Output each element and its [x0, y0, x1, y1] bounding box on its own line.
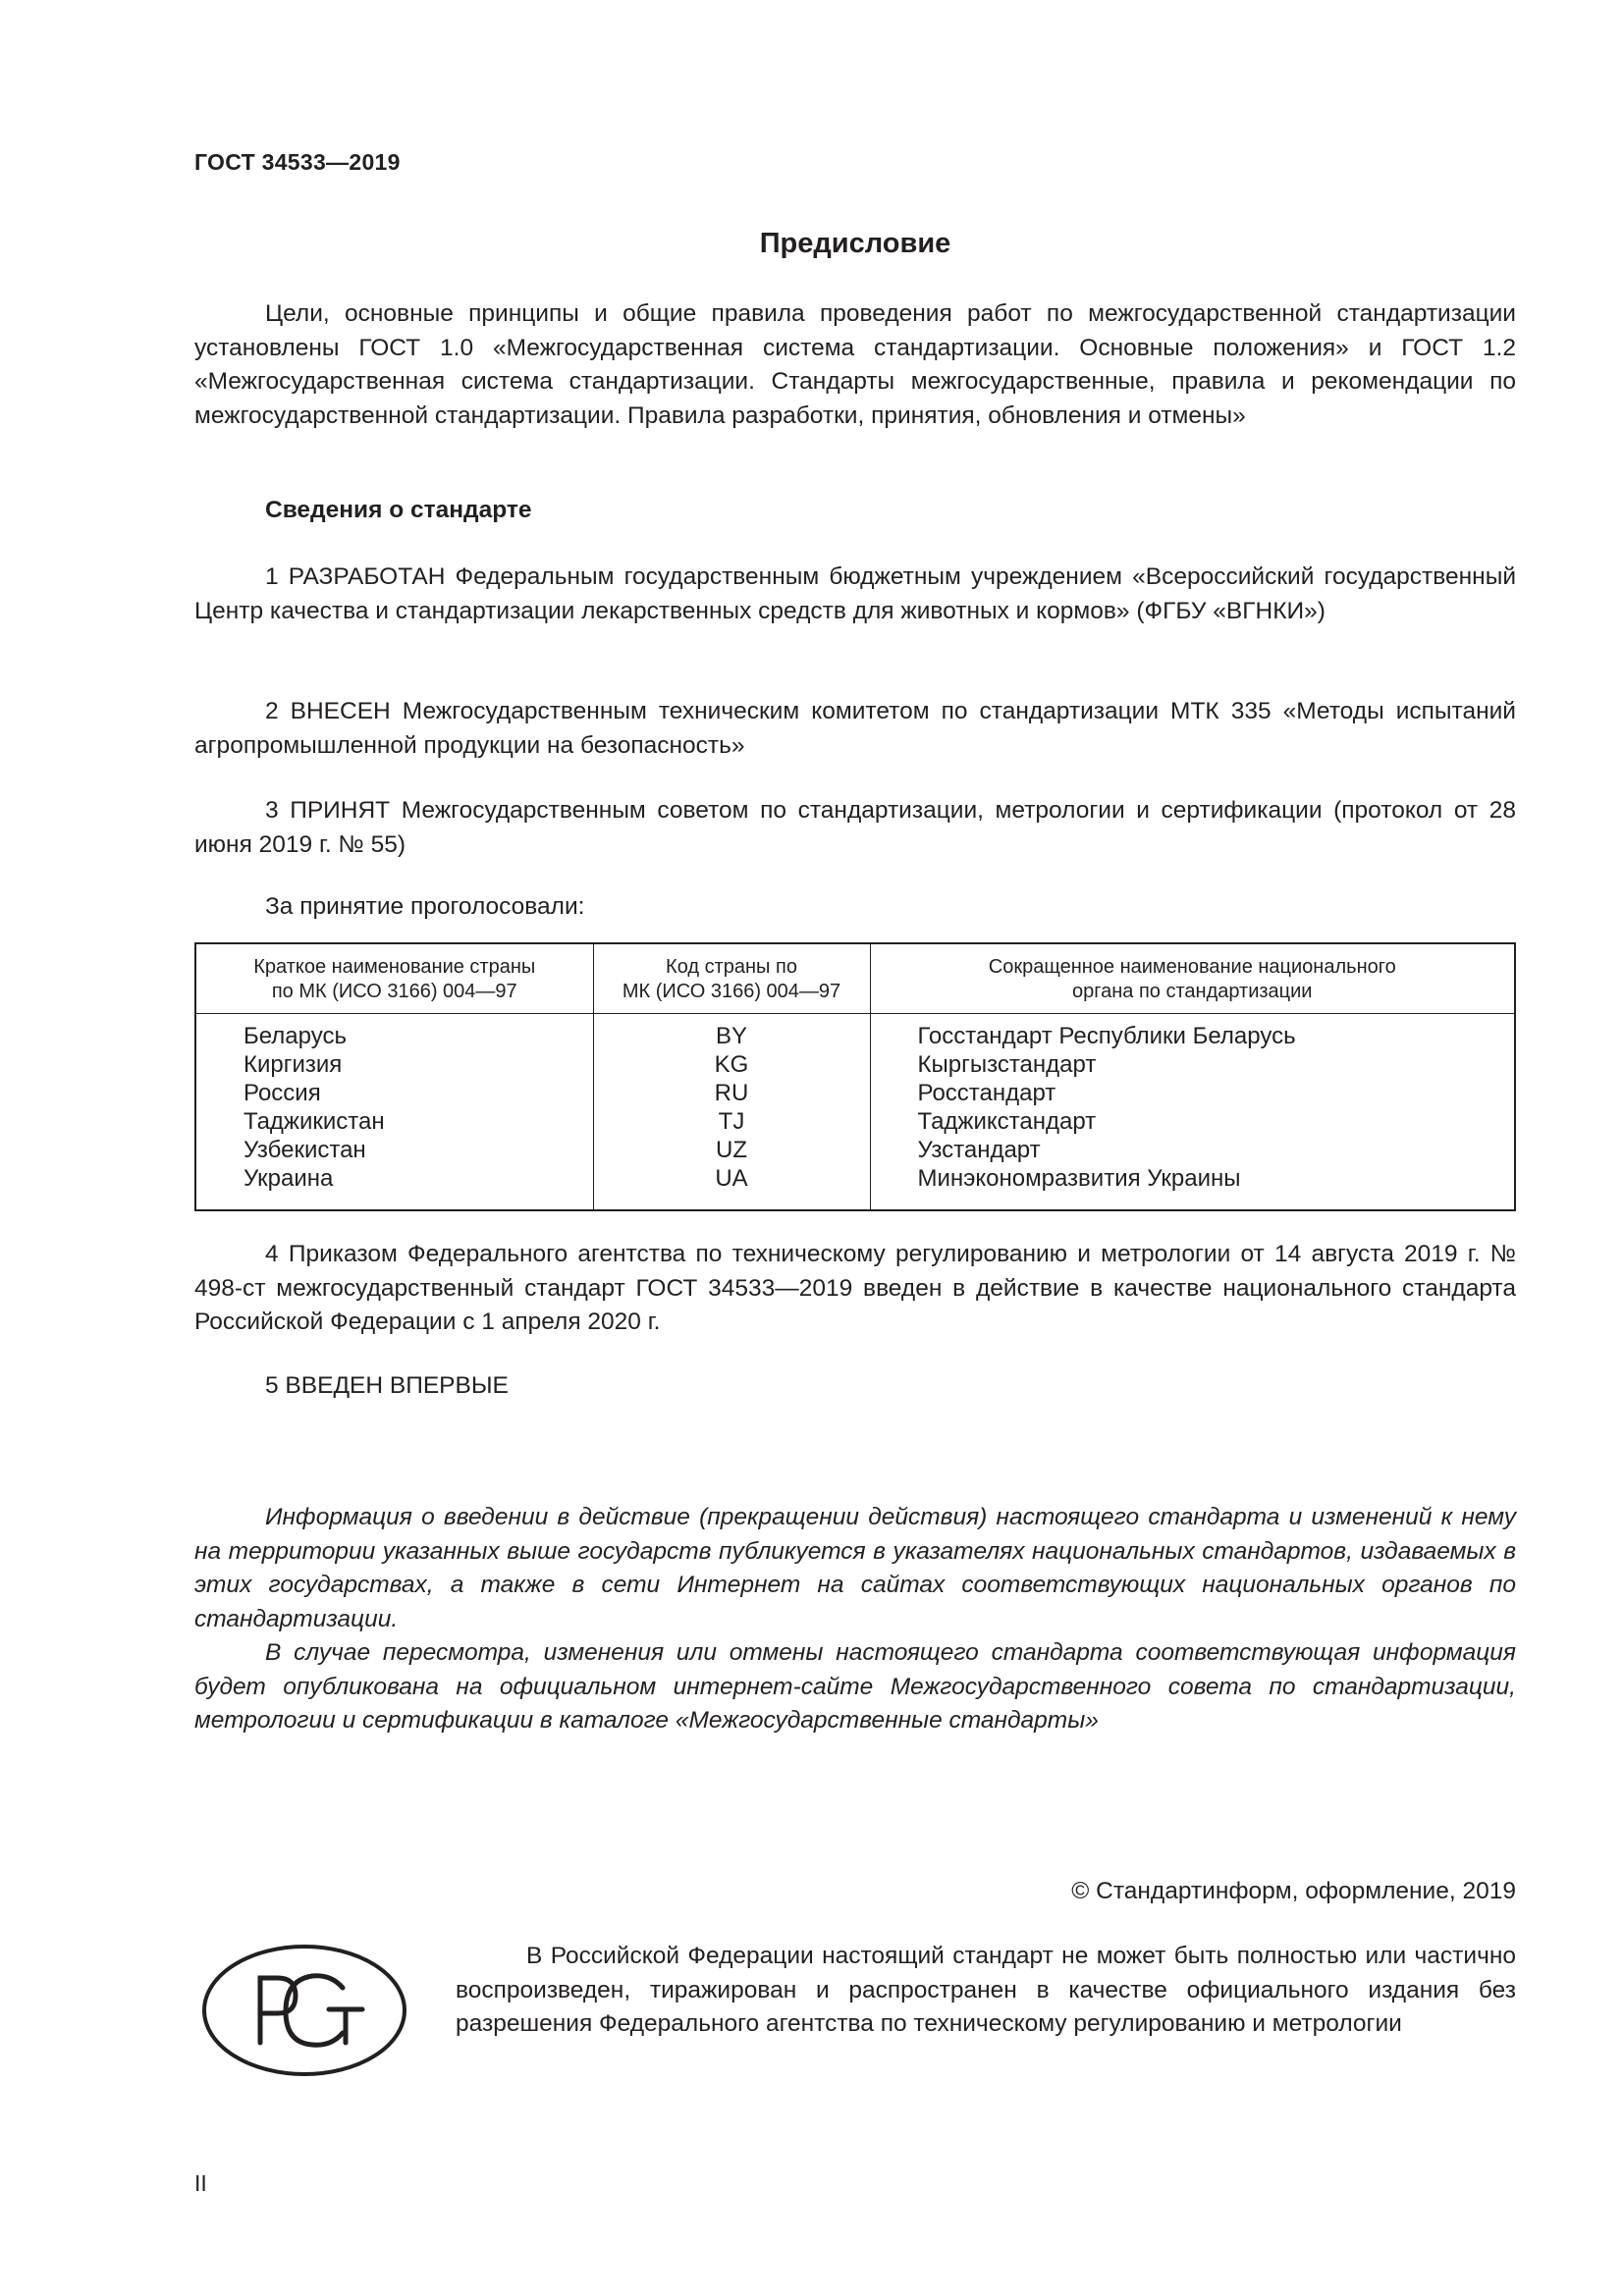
item-4-paragraph: [194, 1238, 1516, 1340]
item-3-paragraph: [194, 794, 1516, 862]
column-header-code: [593, 943, 870, 1014]
country-column: [195, 1014, 593, 1211]
organ-cell: Госстандарт Республики Беларусь: [917, 1023, 1296, 1049]
country-cell: Россия: [244, 1080, 321, 1106]
item-1-text: 1 РАЗРАБОТАН Федеральным государственным бюджетным учреждением «Всероссийский государственный Центр качества и стандартизации лекарственных средств для животных и кормов» (ФГБУ «ВГНКИ»): [194, 563, 1516, 624]
organ-cell: Росстандарт: [917, 1080, 1056, 1106]
standard-info-heading: Сведения о стандарте: [265, 497, 532, 523]
organ-cell: Таджикстандарт: [917, 1108, 1097, 1135]
voted-label: За принятие проголосовали:: [265, 893, 585, 920]
page-number: II: [194, 2170, 207, 2196]
item-3-text: 3 ПРИНЯТ Межгосударственным советом по стандартизации, метрологии и сертификации (протокол от 28 июня 2019 г. № 55): [194, 797, 1516, 858]
item-5-text: 5 ВВЕДЕН ВПЕРВЫЕ: [265, 1372, 509, 1399]
preface-intro-paragraph: [194, 297, 1516, 433]
organ-cell: Кыргызстандарт: [917, 1051, 1097, 1078]
document-code: ГОСТ 34533—2019: [194, 149, 401, 175]
code-column: [593, 1014, 870, 1211]
code-cell: BY: [715, 1023, 747, 1049]
column-header-country: [195, 943, 593, 1014]
country-cell: Узбекистан: [244, 1137, 366, 1163]
header-line: органа по стандартизации: [1072, 981, 1313, 1002]
votes-table: [194, 942, 1516, 1211]
votes-table-header-row: [195, 943, 1515, 1014]
preface-title: Предисловие: [759, 228, 951, 259]
code-cell: UA: [715, 1165, 748, 1192]
item-4-text: 4 Приказом Федерального агентства по техническому регулированию и метрологии от 14 августа 2019 г. № 498-ст межгосударственный стандарт ГОСТ 34533—2019 введен в действие в качестве национального стандарта Российской Федерации с 1 апреля 2020 г.: [194, 1241, 1516, 1335]
country-cell: Таджикистан: [244, 1108, 385, 1135]
notice-paragraph-1: Информация о введении в действие (прекращении действия) настоящего стандарта и изменений к нему на территории указанных выше государств публикуется в указателях национальных стандартов, издаваемых в этих государствах, а также в сети Интернет на сайтах соответствующих национальных органов по стандартизации.: [194, 1504, 1516, 1632]
preface-intro-text: Цели, основные принципы и общие правила проведения работ по межгосударственной стандартизации установлены ГОСТ 1.0 «Межгосударственная система стандартизации. Основные положения» и ГОСТ 1.2 «Межгосударственная система стандартизации. Стандарты межгосударственные, правила и рекомендации по межгосударственной стандартизации. Правила разработки, принятия, обновления и отмены»: [194, 300, 1516, 429]
item-2-text: 2 ВНЕСЕН Межгосударственным техническим комитетом по стандартизации МТК 335 «Методы испытаний агропромышленной продукции на безопасность»: [194, 698, 1516, 759]
organ-cell: Минэкономразвития Украины: [917, 1165, 1241, 1192]
notice-block: [194, 1501, 1516, 1738]
code-cell: TJ: [718, 1108, 745, 1135]
header-line: Сокращенное наименование национального: [988, 956, 1396, 978]
code-cell: KG: [714, 1051, 749, 1078]
header-line: по МК (ИСО 3166) 004—97: [271, 981, 517, 1002]
column-header-organ: [870, 943, 1515, 1014]
header-line: МК (ИСО 3166) 004—97: [622, 981, 841, 1002]
organ-cell: Узстандарт: [917, 1137, 1041, 1163]
country-cell: Беларусь: [244, 1023, 347, 1049]
code-cell: RU: [714, 1080, 749, 1106]
rights-notice: В Российской Федерации настоящий стандарт не может быть полностью или частично воспроизведен, тиражирован и распространен в качестве официального издания без разрешения Федерального агентства по техническому регулированию и метрологии: [456, 1943, 1516, 2037]
item-2-paragraph: [194, 695, 1516, 763]
code-cell: UZ: [716, 1137, 747, 1163]
notice-paragraph-2: В случае пересмотра, изменения или отмены настоящего стандарта соответствующая информация будет опубликована на официальном интернет-сайте Межгосударственного совета по стандартизации, метрологии и сертификации в каталоге «Межгосударственные стандарты»: [194, 1639, 1516, 1734]
header-line: Код страны по: [666, 956, 797, 978]
header-line: Краткое наименование страны: [253, 956, 536, 978]
votes-table-body: [195, 1014, 1515, 1211]
item-1-paragraph: [194, 561, 1516, 628]
country-cell: Киргизия: [244, 1051, 343, 1078]
organ-column: [870, 1014, 1515, 1211]
country-cell: Украина: [244, 1165, 334, 1192]
copyright-text: © Стандартинформ, оформление, 2019: [1071, 1878, 1516, 1904]
pct-certification-logo: [199, 1941, 409, 2080]
